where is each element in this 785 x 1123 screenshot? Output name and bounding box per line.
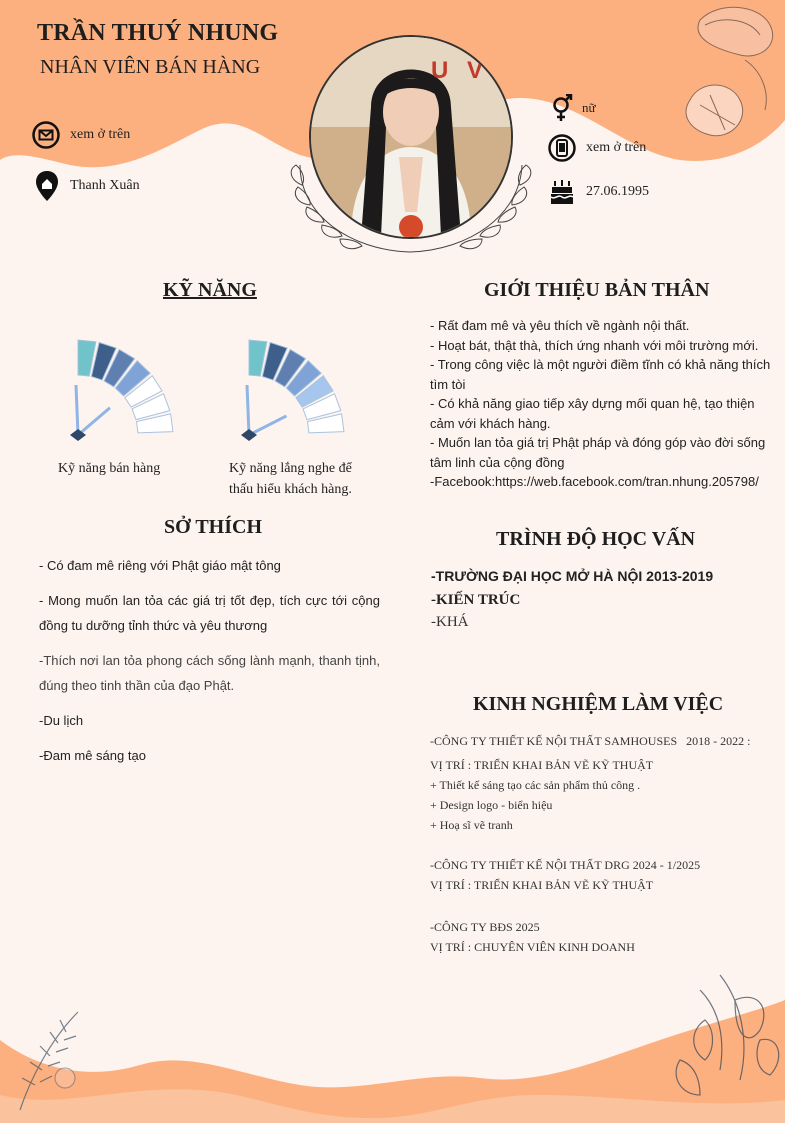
hobby-item: -Du lịch <box>39 713 84 728</box>
job-detail: + Design logo - biển hiệu <box>430 798 553 812</box>
company-name: -CÔNG TY THIẾT KẾ NỘI THẤT SAMHOUSES <box>430 734 678 748</box>
address-text: Thanh Xuân <box>70 178 140 193</box>
skill-label-listening <box>229 458 352 500</box>
gauge-hand <box>76 385 78 435</box>
contact-phone <box>548 134 646 162</box>
contact-address <box>35 170 140 202</box>
mail-icon <box>32 121 60 149</box>
gauge-hand <box>247 385 249 435</box>
hobbies-list <box>39 553 380 778</box>
hobby-item: - Mong muốn lan tỏa các giá trị tốt đẹp, tích cực tới cộng đồng tu dưỡng tỉnh thức và yêu thương <box>39 593 380 633</box>
job-position: VỊ TRÍ : TRIỂN KHAI BẢN VẼ KỸ THUẬT <box>430 878 654 892</box>
education-details <box>431 566 713 632</box>
birthday-text: 27.06.1995 <box>586 184 649 199</box>
birthday-cake-icon <box>550 179 574 205</box>
skill-label-line: Kỹ năng lắng nghe để <box>229 461 352 476</box>
intro-line: - Muốn lan tỏa giá trị Phật pháp và đóng góp vào đời sống tâm linh của cộng đồng <box>430 435 766 470</box>
photo-overlay-text: U V <box>431 57 490 84</box>
job-title: NHÂN VIÊN BÁN HÀNG <box>40 56 261 78</box>
skill-gauge-listening <box>233 335 353 445</box>
skill-label-sales: Kỹ năng bán hàng <box>58 461 161 476</box>
job-company <box>430 731 775 751</box>
experience-title: KINH NGHIỆM LÀM VIỆC <box>473 693 724 715</box>
job-position: VỊ TRÍ : TRIỂN KHAI BẢN VẼ KỸ THUẬT <box>430 758 654 772</box>
job-period: 2018 - 2022 : <box>686 734 751 748</box>
experience-list <box>430 731 775 957</box>
intro-title: GIỚI THIỆU BẢN THÂN <box>484 279 710 301</box>
contact-birthday <box>550 179 649 205</box>
location-pin-icon <box>35 170 59 202</box>
gender-icon <box>551 94 573 122</box>
intro-list <box>430 316 775 492</box>
job-entry <box>430 731 775 835</box>
education-school: -TRƯỜNG ĐẠI HỌC MỞ HÀ NỘI 2013-2019 <box>431 568 714 584</box>
intro-line: - Trong công việc là một người điềm tĩnh có khả năng thích tìm tòi <box>430 357 771 392</box>
gauge-hand <box>249 416 286 435</box>
phone-icon <box>548 134 576 162</box>
skills-title: KỸ NĂNG <box>163 279 257 301</box>
email-text: xem ở trên <box>70 127 131 142</box>
job-entry <box>430 855 775 895</box>
education-grade: -KHÁ <box>431 614 469 630</box>
profile-photo <box>309 35 513 239</box>
company-name: -CÔNG TY BĐS 2025 <box>430 920 540 934</box>
job-position: VỊ TRÍ : CHUYÊN VIÊN KINH DOANH <box>430 940 635 954</box>
gender-text: nữ <box>582 100 596 115</box>
gauge-hand <box>78 408 110 435</box>
phone-text: xem ở trên <box>586 140 647 155</box>
job-entry <box>430 917 775 957</box>
hobby-item: - Có đam mê riêng với Phật giáo mật tông <box>39 558 281 573</box>
skill-gauge-sales <box>62 335 182 445</box>
intro-line: - Rất đam mê và yêu thích về ngành nội thất. <box>430 318 690 333</box>
skill-label-line: thấu hiểu khách hàng. <box>229 482 352 497</box>
education-major: -KIẾN TRÚC <box>431 592 521 608</box>
person-name: TRẦN THUÝ NHUNG <box>37 20 279 46</box>
facebook-link[interactable]: -Facebook:https://web.facebook.com/tran.nhung.205798/ <box>430 474 759 489</box>
company-name: -CÔNG TY THIẾT KẾ NỘI THẤT DRG 2024 - 1/2025 <box>430 858 701 872</box>
hobbies-title: SỞ THÍCH <box>164 516 262 538</box>
intro-line: - Hoạt bát, thật thà, thích ứng nhanh với môi trường mới. <box>430 337 759 353</box>
contact-email <box>32 121 130 149</box>
hobby-item: -Đam mê sáng tạo <box>39 748 146 763</box>
hobby-item: -Thích nơi lan tỏa phong cách sống lành mạnh, thanh tịnh, đúng theo tinh thần của đạo Phật. <box>39 653 380 693</box>
contact-gender <box>551 94 596 122</box>
education-title: TRÌNH ĐỘ HỌC VẤN <box>496 528 696 550</box>
job-detail: + Thiết kế sáng tạo các sản phẩm thủ công . <box>430 778 641 792</box>
intro-line: - Có khả năng giao tiếp xây dựng mối quan hệ, tạo thiện cảm với khách hàng. <box>430 396 755 431</box>
job-detail: + Hoạ sĩ vẽ tranh <box>430 818 513 832</box>
